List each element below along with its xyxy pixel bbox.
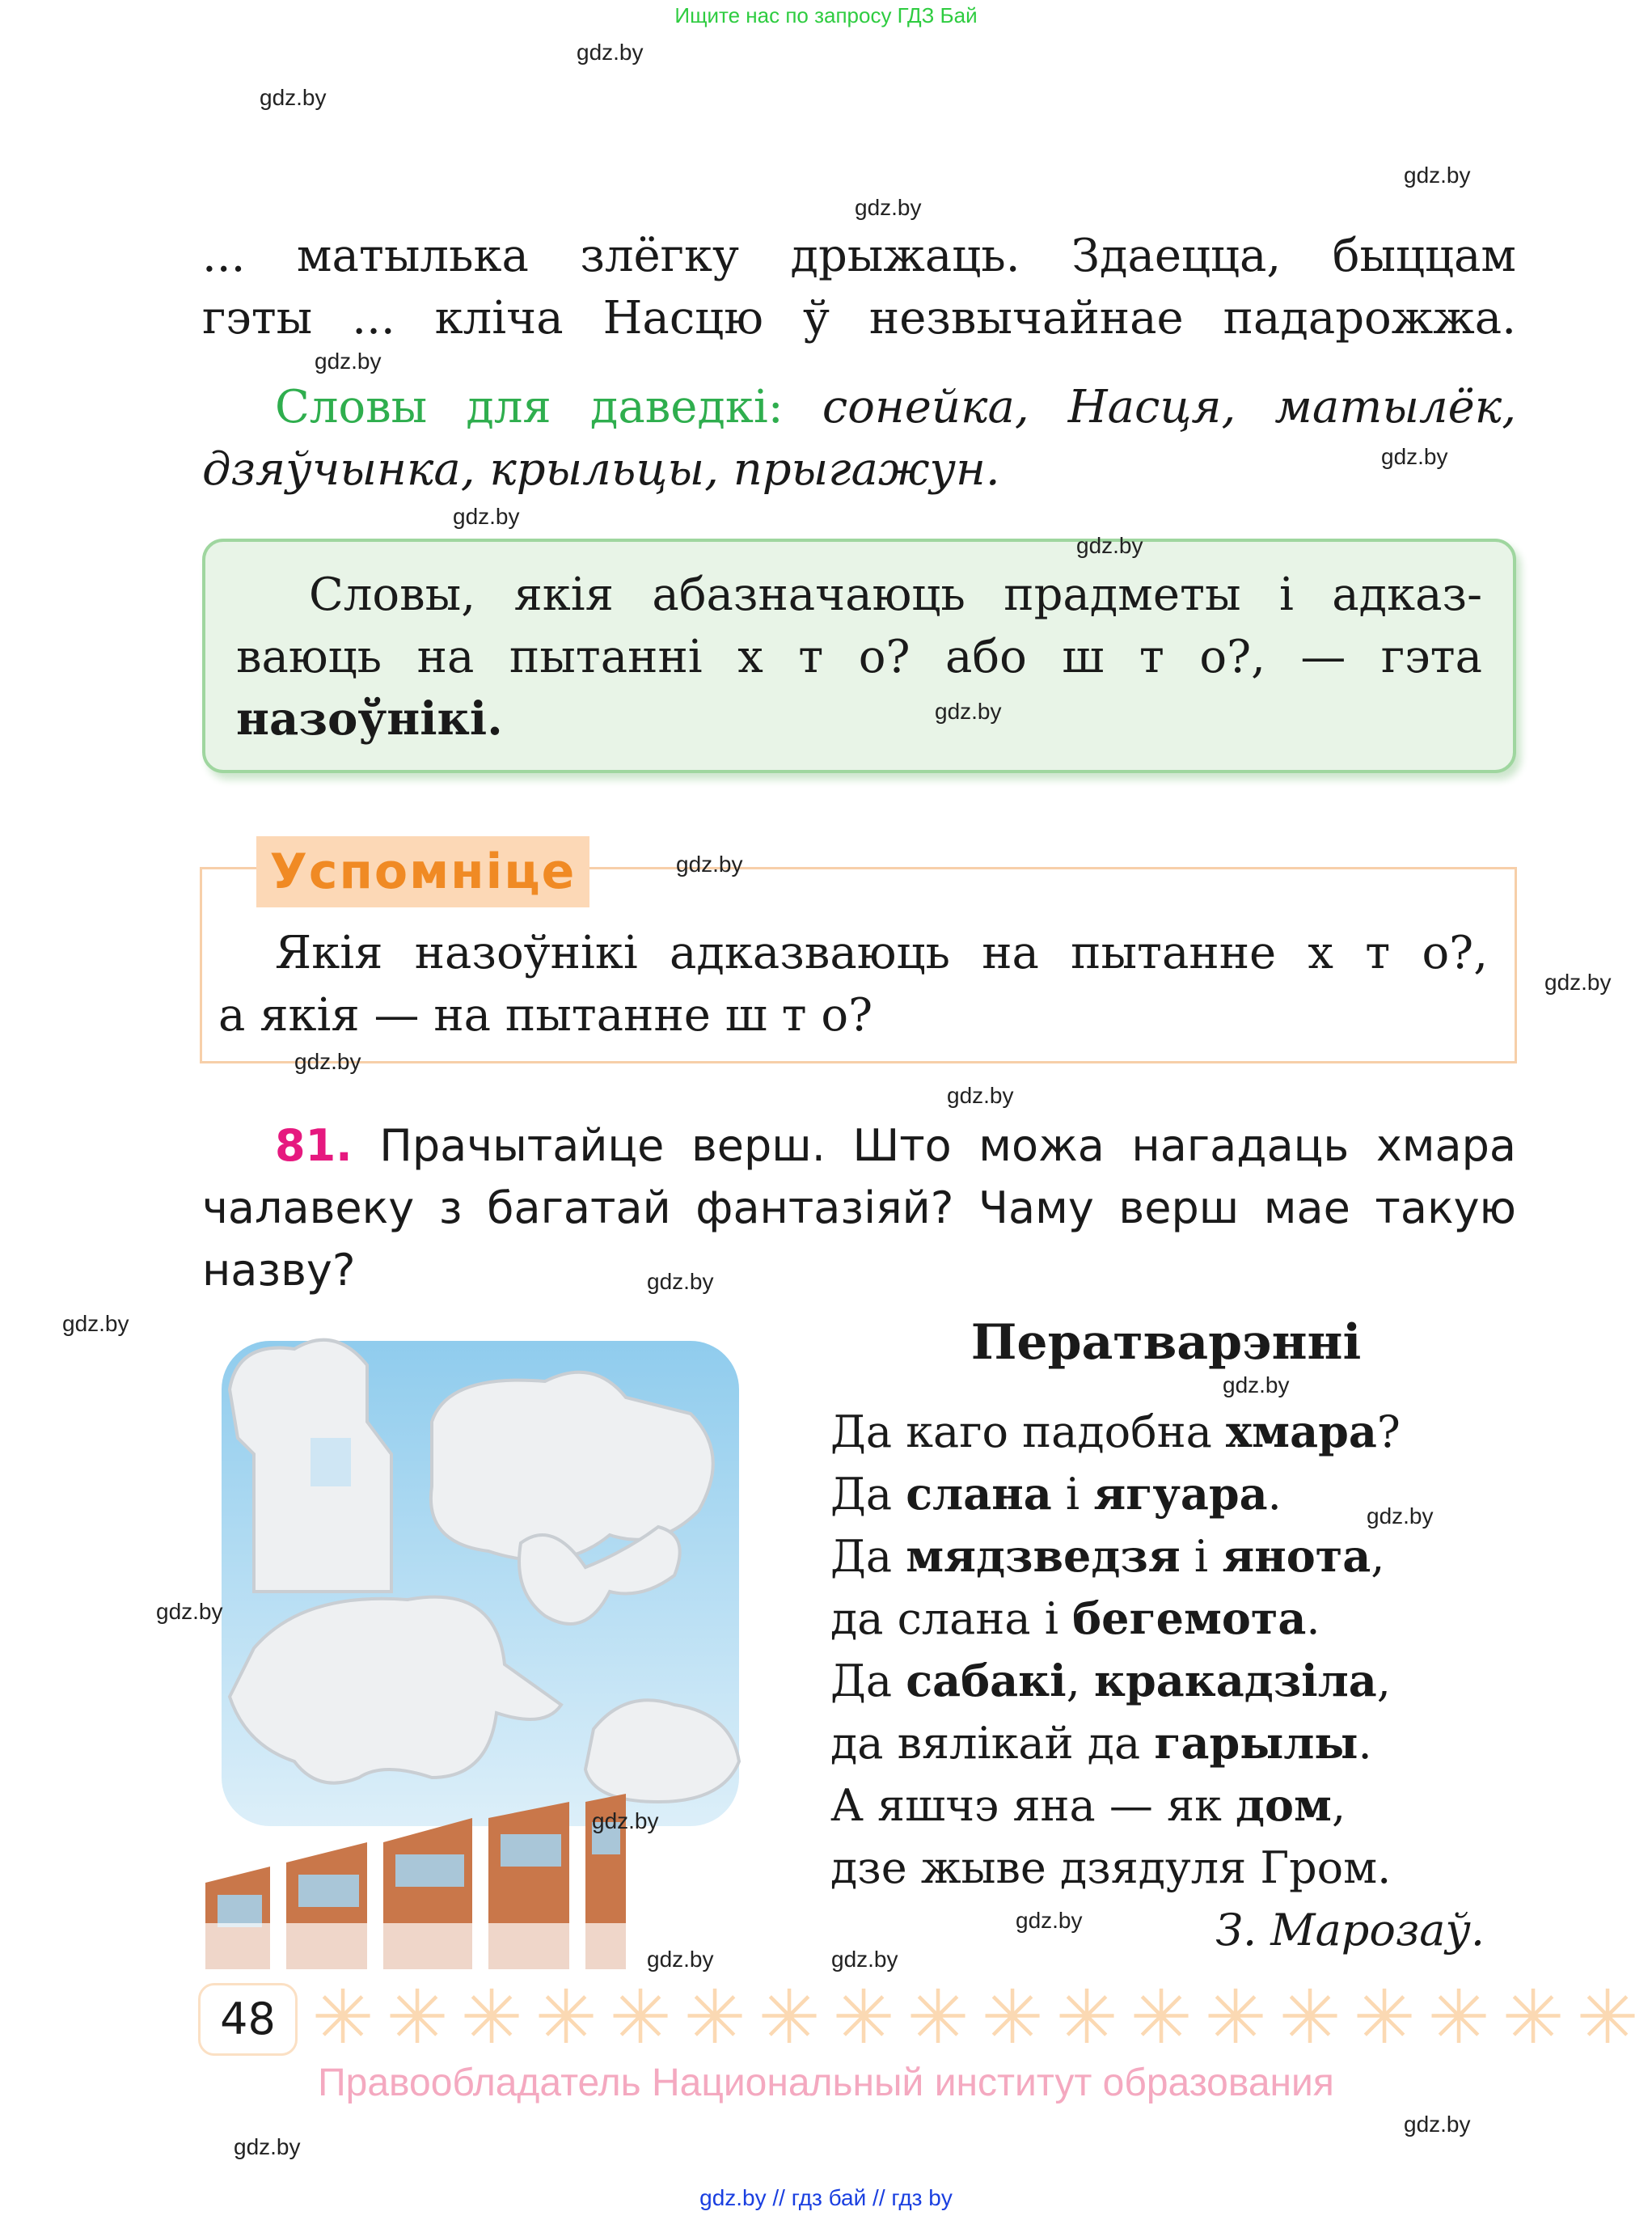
poem-bold: мядзведзя	[906, 1530, 1181, 1582]
rule-end: .	[487, 692, 503, 746]
watermark: gdz.by	[1404, 2112, 1471, 2137]
snowflake-icon: ✳	[1427, 1973, 1490, 2061]
watermark: gdz.by	[156, 1599, 223, 1624]
poem-line	[830, 1401, 1401, 1463]
poem-text: ,	[1066, 1655, 1094, 1706]
snowflake-icon: ✳	[311, 1973, 374, 2061]
poem-text: і	[1180, 1531, 1223, 1582]
top-banner[interactable]: Ищите нас по запросу ГДЗ Бай	[674, 3, 978, 27]
watermark: gdz.by	[1367, 1503, 1434, 1528]
poem-text: А яшчэ яна — як	[830, 1780, 1236, 1831]
page-number: 48	[198, 1983, 298, 2056]
poem-bold: дом	[1236, 1779, 1332, 1831]
poem-text: Да каго падобна	[830, 1406, 1226, 1457]
remember-line: Якія назоўнікі адказваюць на пытанне х т о?,	[275, 927, 1488, 979]
watermark: gdz.by	[577, 40, 644, 65]
snowflake-icon: ✳	[1278, 1973, 1341, 2061]
poem-bold: хмара	[1225, 1406, 1377, 1457]
watermark: gdz.by	[935, 699, 1002, 724]
poem-title: Ператварэнні	[970, 1314, 1362, 1371]
poem-text: .	[1358, 1718, 1372, 1769]
rule-term: назоўнікі	[236, 692, 488, 746]
clouds-illustration	[205, 1325, 758, 1969]
poem-author: З. Марозаў.	[1215, 1905, 1485, 1956]
snowflake-icon: ✳	[1204, 1973, 1267, 2061]
exercise-text: Прачытайце верш. Што можа нагадаць хмара	[379, 1120, 1516, 1171]
snowflake-icon: ✳	[981, 1973, 1044, 2061]
snowflake-icon: ✳	[1576, 1973, 1639, 2061]
rule-box	[202, 539, 1516, 773]
snowflake-icon: ✳	[609, 1973, 672, 2061]
poem-line	[830, 1463, 1282, 1525]
poem-text: дзе жыве дзядуля Гром.	[830, 1842, 1392, 1893]
watermark: gdz.by	[294, 1049, 361, 1074]
poem-line	[830, 1774, 1346, 1837]
exercise-line: чалавеку з багатай фантазіяй? Чаму верш мае такую	[202, 1182, 1516, 1233]
poem-text: ,	[1371, 1531, 1385, 1582]
poem-text: Да	[830, 1655, 906, 1706]
snowflake-icon: ✳	[1055, 1973, 1118, 2061]
watermark: gdz.by	[453, 504, 520, 529]
snowflake-icon: ✳	[1353, 1973, 1416, 2061]
poem-line	[830, 1525, 1384, 1588]
poem-text: ,	[1331, 1780, 1346, 1831]
snowflake-icon: ✳	[758, 1973, 821, 2061]
poem-line	[830, 1837, 1391, 1899]
poem-bold: бегемота	[1072, 1592, 1307, 1644]
poem-line	[830, 1588, 1320, 1650]
poem-bold: кракадзіла	[1094, 1655, 1377, 1706]
snowflake-icon: ✳	[534, 1973, 598, 2061]
snowflake-icon: ✳	[832, 1973, 895, 2061]
poem-text: .	[1306, 1593, 1320, 1644]
watermark: gdz.by	[315, 349, 382, 374]
snowflake-icon: ✳	[1130, 1973, 1193, 2061]
watermark: gdz.by	[855, 195, 922, 220]
poem-line	[830, 1650, 1391, 1712]
watermark: gdz.by	[647, 1947, 714, 1972]
poem-text: ?	[1376, 1406, 1401, 1457]
poem-bold: сабакі	[906, 1655, 1067, 1706]
copyright: Правообладатель Национальный институт образования	[318, 2061, 1334, 2104]
watermark: gdz.by	[1076, 533, 1143, 558]
watermark: gdz.by	[1404, 163, 1471, 188]
snowflake-icon: ✳	[906, 1973, 970, 2061]
watermark: gdz.by	[62, 1311, 129, 1336]
rule-line: Словы, якія абазначаюць прадметы і адказ-	[309, 569, 1482, 621]
watermark: gdz.by	[1544, 970, 1612, 995]
watermark: gdz.by	[831, 1947, 898, 1972]
watermark: gdz.by	[676, 852, 743, 877]
paragraph-line: ... матылька злёгку дрыжаць. Здаецца, быццам	[202, 230, 1516, 282]
ornament-border	[307, 1973, 1650, 2061]
watermark: gdz.by	[592, 1808, 659, 1833]
poem-bold: гарылы	[1154, 1717, 1358, 1769]
poem-line	[830, 1712, 1372, 1774]
watermark: gdz.by	[1016, 1908, 1083, 1933]
watermark: gdz.by	[947, 1083, 1014, 1108]
watermark: gdz.by	[234, 2134, 301, 2159]
poem-text: Да	[830, 1469, 906, 1520]
poem-text: Да	[830, 1531, 906, 1582]
exercise-number: 81.	[275, 1120, 353, 1171]
watermark: gdz.by	[647, 1269, 714, 1294]
poem-bold: слана	[906, 1468, 1052, 1520]
remember-label: Успомніце	[256, 836, 589, 907]
watermark: gdz.by	[1223, 1372, 1290, 1397]
snowflake-icon: ✳	[386, 1973, 449, 2061]
exercise-line: назву?	[202, 1245, 356, 1296]
help-words-2: дзяўчынка, крыльцы, прыгажун.	[202, 443, 1000, 496]
poem-text: .	[1267, 1469, 1282, 1520]
snowflake-icon: ✳	[1502, 1973, 1565, 2061]
poem-bold: янота	[1222, 1530, 1371, 1582]
poem-text: ,	[1376, 1655, 1391, 1706]
poem-text: да слана і	[830, 1593, 1073, 1644]
watermark: gdz.by	[260, 85, 327, 110]
poem-bold: ягуара	[1093, 1468, 1268, 1520]
remember-line: а якія — на пытанне ш т о?	[218, 989, 873, 1042]
paragraph-line: гэты ... кліча Насцю ў незвычайнае падарожжа.	[202, 292, 1516, 345]
poem-text: да вялікай да	[830, 1718, 1155, 1769]
snowflake-icon: ✳	[683, 1973, 746, 2061]
footer-links[interactable]: gdz.by // гдз бай // гдз by	[699, 2185, 953, 2210]
watermark: gdz.by	[1381, 444, 1448, 469]
poem-text: і	[1051, 1469, 1094, 1520]
help-words-1: сонейка, Насця, матылёк,	[822, 381, 1516, 433]
exercise-line	[275, 1114, 1516, 1177]
help-label: Словы для даведкі:	[275, 381, 784, 433]
rule-line: ваюць на пытанні х т о? або ш т о?, — гэта	[236, 631, 1482, 683]
snowflake-icon: ✳	[460, 1973, 523, 2061]
